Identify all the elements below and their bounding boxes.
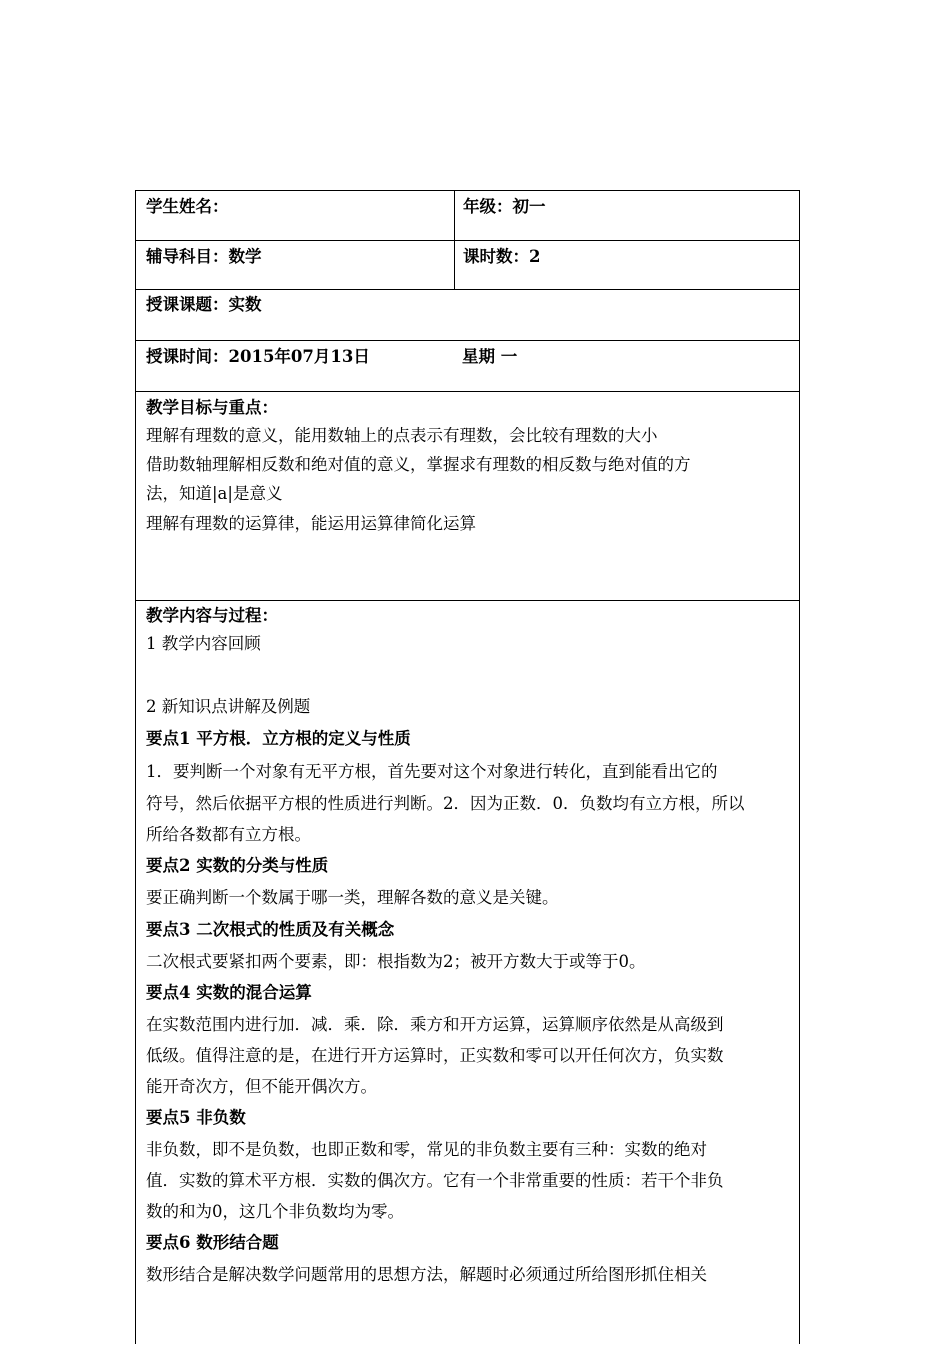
point-text: 值．实数的算术平方根．实数的偶次方。它有一个非常重要的性质：若干个非负	[146, 1171, 724, 1190]
goals-heading: 教学目标与重点：	[146, 398, 278, 417]
point-text: 能开奇次方，但不能开偶次方。	[146, 1077, 377, 1096]
point-text: 数形结合是解决数学问题常用的思想方法，解题时必须通过所给图形抓住相关	[146, 1265, 707, 1284]
point-text: 1．要判断一个对象有无平方根，首先要对这个对象进行转化，直到能看出它的	[146, 762, 718, 781]
point-text: 要正确判断一个数属于哪一类，理解各数的意义是关键。	[146, 888, 559, 907]
subject-cell	[136, 241, 454, 289]
row-subject-hours	[136, 241, 799, 290]
lesson-plan-table	[135, 190, 800, 1344]
goal-line: 借助数轴理解相反数和绝对值的意义，掌握求有理数的相反数与绝对值的方	[146, 455, 691, 474]
point-title: 要点2 实数的分类与性质	[146, 856, 329, 875]
subject-label: 辅导科目：数学	[146, 247, 262, 266]
point-text: 所给各数都有立方根。	[146, 825, 311, 844]
goal-line: 理解有理数的意义，能用数轴上的点表示有理数，会比较有理数的大小	[146, 426, 658, 445]
row-name-grade	[136, 191, 799, 241]
point-title: 要点4 实数的混合运算	[146, 983, 312, 1002]
point-text: 二次根式要紧扣两个要素，即：根指数为2；被开方数大于或等于0。	[146, 952, 646, 971]
topic-label: 授课课题：实数	[146, 295, 262, 314]
point-title: 要点1 平方根．立方根的定义与性质	[146, 729, 411, 748]
point-title: 要点3 二次根式的性质及有关概念	[146, 920, 395, 939]
goal-line: 理解有理数的运算律，能运用运算律简化运算	[146, 514, 476, 533]
point-text: 低级。值得注意的是，在进行开方运算时，正实数和零可以开任何次方，负实数	[146, 1046, 724, 1065]
point-title: 要点5 非负数	[146, 1108, 246, 1127]
point-text: 在实数范围内进行加．减．乘．除．乘方和开方运算，运算顺序依然是从高级到	[146, 1015, 724, 1034]
point-title: 要点6 数形结合题	[146, 1233, 279, 1252]
point-text: 非负数，即不是负数，也即正数和零，常见的非负数主要有三种：实数的绝对	[146, 1140, 707, 1159]
hours-cell	[454, 241, 799, 289]
student-name-label: 学生姓名：	[146, 197, 229, 216]
review-line: 1 教学内容回顾	[146, 634, 261, 653]
student-name-cell	[136, 191, 454, 240]
grade-cell	[454, 191, 799, 240]
point-text: 数的和为0，这几个非负数均为零。	[146, 1202, 404, 1221]
row-topic	[136, 290, 799, 341]
content-heading: 教学内容与过程：	[146, 606, 278, 625]
hours-label: 课时数：2	[463, 247, 541, 266]
new-points-line: 2 新知识点讲解及例题	[146, 697, 311, 716]
row-content	[136, 601, 799, 1345]
grade-label: 年级：初一	[463, 197, 546, 216]
goal-line: 法，知道|a|是意义	[146, 484, 283, 503]
row-goals	[136, 392, 799, 601]
point-text: 符号，然后依据平方根的性质进行判断。2．因为正数．0．负数均有立方根，所以	[146, 794, 745, 813]
weekday-label: 星期 一	[462, 347, 518, 366]
time-label: 授课时间：2015年07月13日	[146, 347, 370, 366]
row-time	[136, 341, 799, 392]
